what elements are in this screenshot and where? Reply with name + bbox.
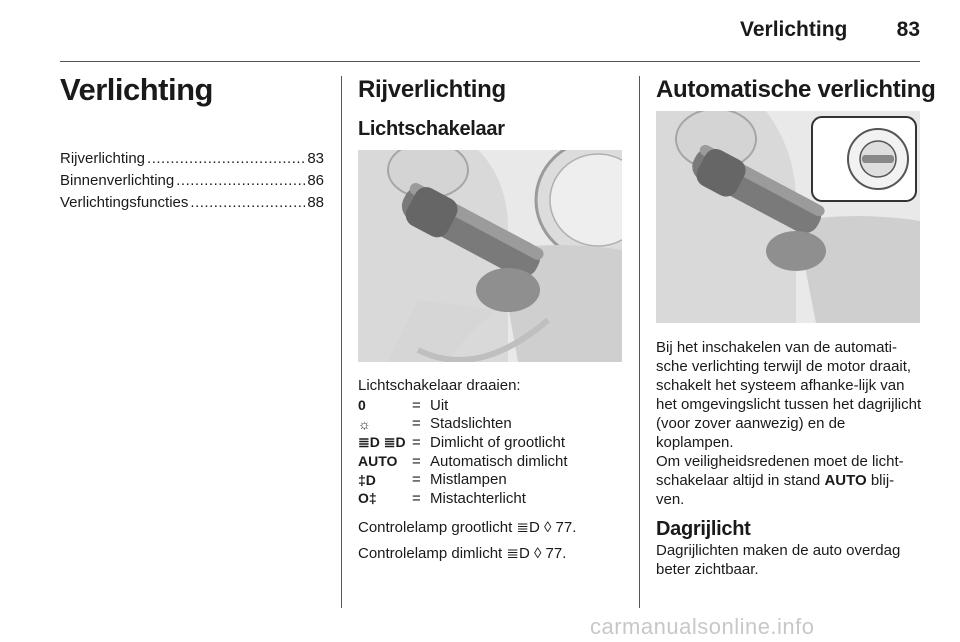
parking-light-icon: ☼ bbox=[358, 415, 371, 432]
legend-row: ≣D ≣D = Dimlicht of grootlicht bbox=[358, 433, 566, 451]
auto-mode-label: AUTO bbox=[824, 472, 867, 489]
column-divider-left bbox=[341, 76, 342, 608]
rear-fog-light-icon: O‡ bbox=[358, 490, 377, 507]
chapter-title: Verlichting bbox=[60, 72, 213, 107]
page-number: 83 bbox=[896, 18, 920, 41]
legend-intro: Lichtschakelaar draaien: bbox=[358, 377, 521, 394]
legend-row: ☼ = Stadslichten bbox=[358, 415, 512, 433]
auto-safety-note: Om veiligheidsredenen moet de licht-schakelaar altijd in stand AUTO blij-ven. bbox=[656, 453, 904, 508]
section-heading: Rijverlichting bbox=[358, 76, 506, 103]
toc-entry[interactable]: Rijverlichting ..... 83 bbox=[60, 150, 324, 172]
legend-row: ‡D = Mistlampen bbox=[358, 471, 507, 489]
front-fog-light-icon: ‡D bbox=[358, 471, 376, 488]
daytime-lights-description: Dagrijlichten maken de auto overdag beter zichtbaar. bbox=[656, 542, 901, 578]
watermark: carmanualsonline.info bbox=[590, 614, 815, 639]
header-divider bbox=[60, 61, 920, 62]
legend-row: O‡ = Mistachterlicht bbox=[358, 489, 526, 507]
legend-row: AUTO = Automatisch dimlicht bbox=[358, 452, 568, 470]
daytime-lights-subheading: Dagrijlicht bbox=[656, 518, 751, 540]
column-divider-right bbox=[639, 76, 640, 608]
low-beam-indicator-reference[interactable]: Controlelamp dimlicht ≣D ◊ 77. bbox=[358, 545, 567, 562]
off-icon: 0 bbox=[358, 397, 366, 414]
legend-row: 0 = Uit bbox=[358, 396, 449, 414]
switch-position-legend bbox=[358, 396, 628, 508]
running-header-title: Verlichting bbox=[740, 18, 848, 41]
auto-lighting-description: Bij het inschakelen van de automati-sche verlichting terwijl de motor draait, schakelt het systeem afhanke-lijk van het omgevingslicht tussen het dagrijlicht (voor zover aanwezig) en de koplampen. bbox=[656, 339, 922, 451]
toc-entry[interactable]: Verlichtingsfuncties ..... 88 bbox=[60, 194, 324, 216]
low-high-beam-icon: ≣D ≣D bbox=[358, 433, 406, 450]
section-subheading: Lichtschakelaar bbox=[358, 118, 505, 140]
high-beam-indicator-reference[interactable]: Controlelamp grootlicht ≣D ◊ 77. bbox=[358, 519, 577, 536]
toc-entry[interactable]: Binnenverlichting ..... 86 bbox=[60, 172, 324, 194]
auto-lighting-heading: Automatische verlichting bbox=[656, 76, 936, 103]
auto-light-switch-illustration bbox=[656, 111, 920, 323]
light-switch-illustration bbox=[358, 150, 622, 362]
auto-light-icon: AUTO bbox=[358, 453, 398, 470]
table-of-contents bbox=[60, 150, 324, 216]
